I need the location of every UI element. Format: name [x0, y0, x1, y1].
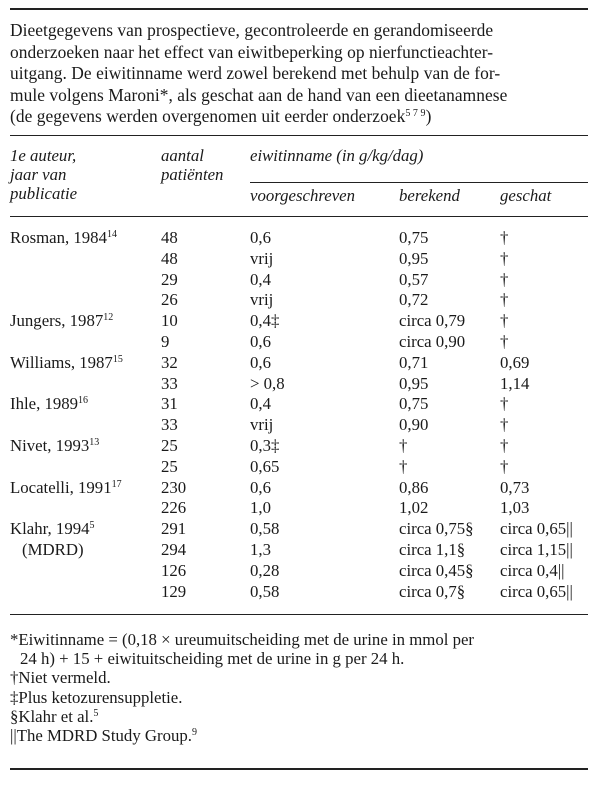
caption-bottom-rule — [10, 135, 588, 136]
table-caption — [10, 20, 590, 128]
cell-patients: 25 — [161, 436, 178, 455]
cell-calculated: 0,75 — [399, 228, 429, 247]
cell-patients: 33 — [161, 415, 178, 435]
intake-header-rule — [250, 182, 588, 183]
caption-line: uitgang. De eiwitinname werd zowel berekend met behulp van de for- — [10, 63, 501, 83]
cell-prescribed: 0,4 — [250, 269, 271, 289]
cell-estimated: † — [500, 456, 509, 476]
cell-calculated: 0,75 — [399, 394, 429, 414]
caption-line: mule volgens Maroni*, als geschat aan de hand van een dieetanamnese — [10, 84, 508, 105]
cell-estimated: circa 1,15|| — [500, 540, 573, 559]
footnote-pipe — [10, 726, 595, 745]
cell-calculated: 0,86 — [399, 477, 429, 497]
cell-patients: 31 — [161, 394, 178, 414]
cell-author-text: Klahr, 1994 — [10, 519, 90, 539]
cell-author — [10, 228, 117, 247]
cell-author-ref: 12 — [103, 312, 114, 324]
footnote-double-dagger: ‡Plus ketozurensuppletie. — [10, 687, 183, 707]
page-bottom-rule — [10, 768, 588, 770]
cell-estimated: 1,03 — [500, 498, 530, 518]
cell-calculated: 0,95 — [399, 373, 429, 393]
cell-author — [10, 436, 99, 455]
cell-prescribed: 0,65 — [250, 456, 280, 476]
footnotes — [10, 630, 595, 745]
cell-author-text: Rosman, 1984 — [10, 228, 107, 247]
cell-estimated: † — [500, 311, 509, 331]
header-patients-line: patiënten — [161, 165, 224, 184]
cell-calculated: circa 1,1§ — [399, 540, 466, 559]
cell-patients: 291 — [161, 519, 187, 539]
cell-author-text: Williams, 1987 — [10, 352, 113, 372]
cell-patients: 29 — [161, 269, 178, 289]
caption-line — [10, 106, 590, 128]
cell-author — [10, 311, 113, 330]
caption-line-end: ) — [425, 106, 432, 126]
cell-prescribed: 0,6 — [250, 477, 271, 497]
cell-patients: 26 — [161, 290, 178, 310]
cell-estimated: † — [500, 436, 509, 455]
cell-patients: 10 — [161, 311, 178, 331]
cell-patients: 32 — [161, 352, 178, 372]
header-author — [10, 146, 77, 203]
cell-calculated: circa 0,7§ — [399, 581, 466, 601]
cell-estimated: † — [500, 394, 509, 414]
cell-author — [10, 519, 95, 538]
footnote-dagger: †Niet vermeld. — [10, 668, 111, 688]
cell-estimated: 1,14 — [500, 373, 530, 393]
cell-author — [22, 540, 84, 559]
header-author-line: publicatie — [10, 184, 78, 203]
footnote-maroni-continued: 24 h) + 15 + eiwituitscheiding met de urine in g per 24 h. — [20, 649, 405, 669]
cell-prescribed: 0,28 — [250, 560, 280, 580]
cell-prescribed: 0,3‡ — [250, 436, 280, 455]
cell-author-text: Locatelli, 1991 — [10, 477, 112, 497]
cell-estimated: † — [500, 248, 509, 268]
cell-prescribed: 0,58 — [250, 519, 280, 539]
footnote-pipe-ref: 9 — [192, 727, 197, 739]
header-author-line: jaar van — [10, 165, 67, 184]
cell-prescribed: vrij — [250, 415, 274, 435]
cell-estimated: † — [500, 269, 509, 289]
cell-estimated: 0,73 — [500, 477, 530, 497]
cell-calculated: circa 0,45§ — [399, 560, 474, 580]
cell-estimated: † — [500, 332, 509, 351]
cell-calculated: 0,95 — [399, 248, 429, 268]
cell-author-ref: 15 — [112, 353, 123, 365]
cell-estimated: † — [500, 290, 509, 310]
cell-author-ref: 13 — [89, 437, 100, 448]
cell-author — [10, 353, 123, 372]
cell-author-text: (MDRD) — [22, 540, 84, 559]
cell-calculated: 1,02 — [399, 498, 429, 518]
cell-calculated: circa 0,79 — [399, 311, 466, 331]
cell-patients: 129 — [161, 581, 187, 601]
header-calculated: berekend — [399, 186, 460, 205]
cell-patients: 33 — [161, 373, 178, 393]
cell-author-ref: 16 — [78, 395, 89, 407]
footnote-section-ref: 5 — [93, 707, 99, 719]
header-bottom-rule — [10, 216, 588, 217]
cell-prescribed: 0,6 — [250, 332, 271, 351]
cell-patients: 230 — [161, 477, 187, 497]
cell-patients: 226 — [161, 498, 187, 518]
cell-calculated: † — [399, 456, 408, 476]
cell-estimated: circa 0,4|| — [500, 560, 565, 580]
header-intake-group: eiwitinname (in g/kg/dag) — [250, 146, 424, 165]
cell-calculated: 0,72 — [399, 290, 429, 310]
caption-line: onderzoeken naar het effect van eiwitbeperking op nierfunctieachter- — [10, 41, 494, 62]
caption-line-text: (de gegevens werden overgenomen uit eerder onderzoek — [10, 106, 406, 126]
cell-calculated: † — [399, 436, 408, 455]
cell-patients: 126 — [161, 560, 187, 580]
cell-patients: 9 — [161, 332, 170, 351]
cell-prescribed: 1,0 — [250, 498, 271, 518]
header-patients — [161, 146, 223, 184]
footnote-section-text: §Klahr et al. — [10, 706, 94, 726]
cell-prescribed: 0,4 — [250, 394, 271, 414]
header-estimated: geschat — [500, 186, 552, 205]
cell-author — [10, 394, 88, 413]
cell-calculated: circa 0,90 — [399, 332, 466, 351]
cell-prescribed: 0,6 — [250, 228, 271, 247]
header-patients-line: aantal — [161, 146, 204, 165]
header-author-line: 1e auteur, — [10, 146, 77, 165]
cell-prescribed: > 0,8 — [250, 373, 285, 393]
caption-line: Dieetgegevens van prospectieve, gecontroleerde en gerandomiseerde — [10, 20, 494, 40]
cell-patients: 48 — [161, 248, 178, 268]
cell-calculated: 0,71 — [399, 352, 429, 372]
cell-patients: 294 — [161, 540, 187, 559]
cell-prescribed: 0,6 — [250, 352, 271, 372]
cell-author-ref: 5 — [89, 520, 95, 532]
cell-estimated: † — [500, 228, 509, 247]
cell-calculated: 0,57 — [399, 269, 429, 289]
cell-author-text: Ihle, 1989 — [10, 394, 79, 414]
cell-author — [10, 478, 122, 497]
cell-author-text: Jungers, 1987 — [10, 311, 104, 331]
cell-prescribed: 1,3 — [250, 540, 271, 559]
cell-estimated: † — [500, 415, 509, 435]
footnote-maroni: *Eiwitinname = (0,18 × ureumuitscheiding met de urine in mmol per — [10, 630, 474, 649]
cell-calculated: 0,90 — [399, 415, 429, 435]
cell-prescribed: vrij — [250, 290, 274, 310]
cell-prescribed: 0,4‡ — [250, 311, 280, 331]
top-rule — [10, 8, 588, 10]
cell-estimated: circa 0,65|| — [500, 519, 573, 539]
cell-author-ref: 17 — [111, 478, 122, 490]
cell-patients: 25 — [161, 456, 178, 476]
cell-patients: 48 — [161, 228, 178, 247]
cell-prescribed: vrij — [250, 248, 274, 268]
cell-author-text: Nivet, 1993 — [10, 436, 90, 455]
cell-prescribed: 0,58 — [250, 581, 280, 601]
table-bottom-rule — [10, 614, 588, 615]
cell-calculated: circa 0,75§ — [399, 519, 474, 539]
header-prescribed: voorgeschreven — [250, 186, 355, 205]
footnote-pipe-text: ||The MDRD Study Group. — [10, 726, 192, 746]
caption-references: 5 7 9 — [405, 108, 426, 119]
cell-author-ref: 14 — [106, 229, 117, 240]
footnote-section — [10, 707, 595, 726]
cell-estimated: circa 0,65|| — [500, 581, 573, 601]
cell-estimated: 0,69 — [500, 352, 530, 372]
